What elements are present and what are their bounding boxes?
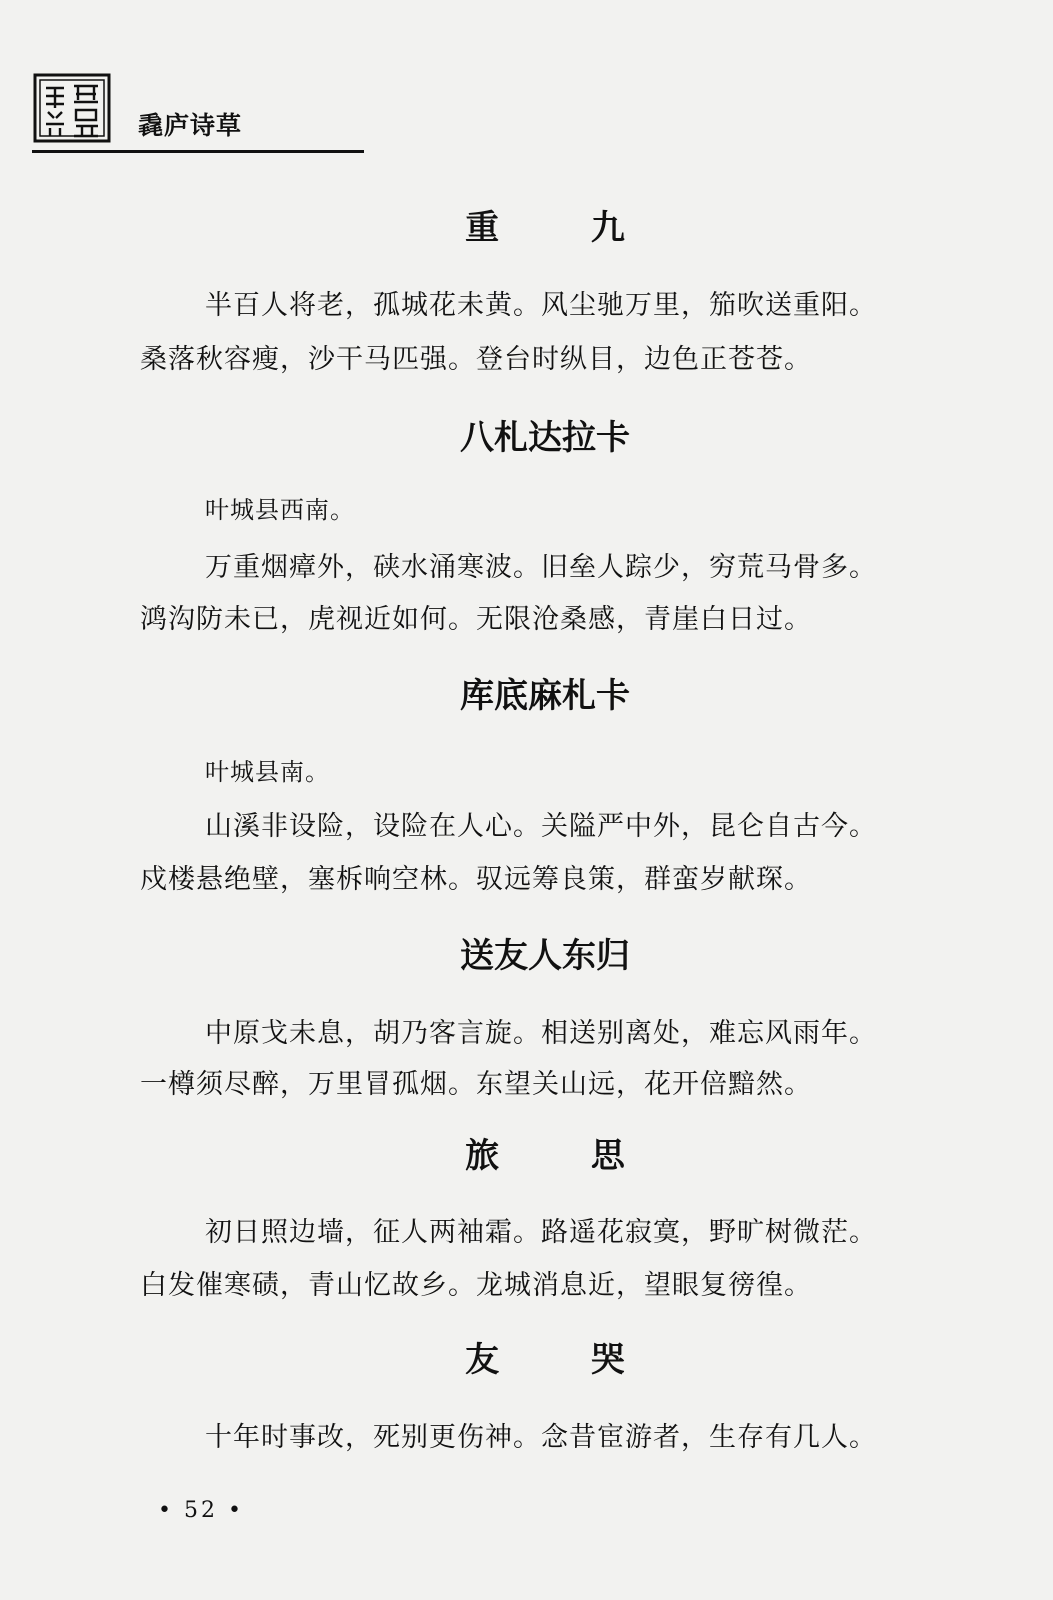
- page-number: • 52 •: [158, 1498, 244, 1523]
- poem-title: 旅 思: [465, 1136, 665, 1176]
- poem-line: 初日照边墙，征人两袖霜。路遥花寂寞，野旷树微茫。: [205, 1217, 877, 1248]
- poem-note: 叶城县南。: [205, 758, 330, 786]
- seal-stamp-icon: [32, 72, 112, 144]
- header-rule: [32, 150, 364, 153]
- poem-line: 中原戈未息，胡乃客言旋。相送别离处，难忘风雨年。: [205, 1018, 877, 1049]
- poem-title: 库底麻札卡: [460, 676, 630, 716]
- poem-title: 重 九: [465, 208, 665, 248]
- poem-line: 鸿沟防未已，虎视近如何。无限沧桑感，青崖白日过。: [140, 604, 812, 635]
- poem-title: 送友人东归: [460, 936, 630, 976]
- poem-line: 万重烟瘴外，硖水涌寒波。旧垒人踪少，穷荒马骨多。: [205, 552, 877, 583]
- poem-note: 叶城县西南。: [205, 496, 355, 524]
- poem-title: 友 哭: [465, 1340, 665, 1380]
- poem-title: 八札达拉卡: [460, 418, 630, 458]
- poem-line: 白发催寒碛，青山忆故乡。龙城消息近，望眼复徬徨。: [140, 1270, 812, 1301]
- poem-line: 山溪非设险，设险在人心。关隘严中外，昆仑自古今。: [205, 811, 877, 842]
- poem-line: 半百人将老，孤城花未黄。风尘驰万里，笳吹送重阳。: [205, 290, 877, 321]
- poem-line: 戍楼悬绝壁，塞柝响空林。驭远筹良策，群蛮岁献琛。: [140, 864, 812, 895]
- book-title: 毳庐诗草: [138, 111, 243, 140]
- poem-line: 桑落秋容瘦，沙干马匹强。登台时纵目，边色正苍苍。: [140, 344, 812, 375]
- poem-line: 一樽须尽醉，万里冒孤烟。东望关山远，花开倍黯然。: [140, 1069, 812, 1100]
- poem-line: 十年时事改，死别更伤神。念昔宦游者，生存有几人。: [205, 1422, 877, 1453]
- running-header: [32, 72, 364, 156]
